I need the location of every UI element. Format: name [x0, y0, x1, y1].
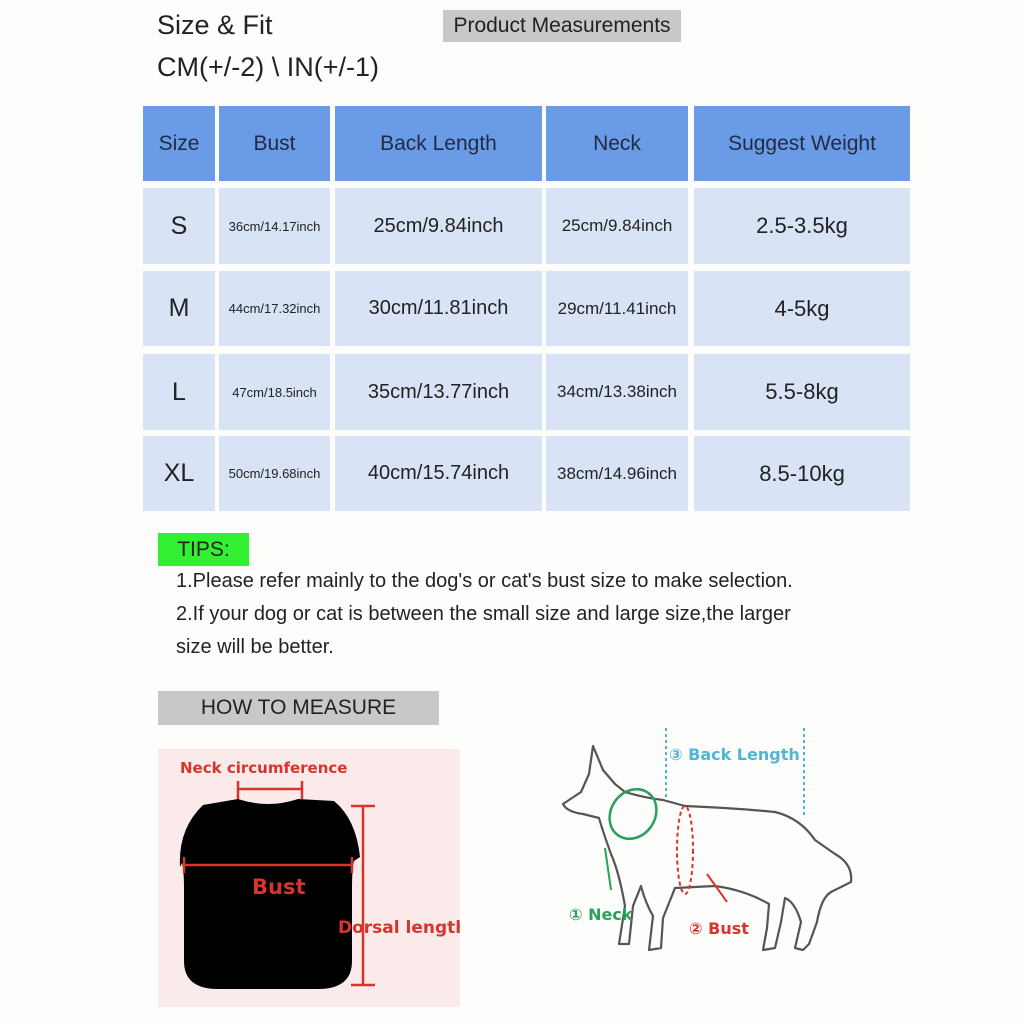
cell-back-length: 40cm/15.74inch [335, 436, 542, 511]
cell-back-length: 25cm/9.84inch [335, 188, 542, 264]
shirt-diagram [158, 749, 460, 1007]
dog-diagram-svg [545, 722, 875, 992]
cell-neck: 29cm/11.41inch [546, 271, 688, 346]
col-header-bust: Bust [219, 106, 330, 181]
cell-bust: 44cm/17.32inch [219, 271, 330, 346]
col-header-weight: Suggest Weight [694, 106, 910, 181]
col-header-back-length: Back Length [335, 106, 542, 181]
tips-label: TIPS: [158, 533, 249, 566]
shirt-bust-label: Bust [252, 875, 306, 899]
tip-line-2-cont: size will be better. [176, 636, 334, 658]
cell-weight: 2.5-3.5kg [694, 188, 910, 264]
cell-size: L [143, 354, 215, 430]
cell-size: M [143, 271, 215, 346]
product-measurements-label: Product Measurements [443, 10, 681, 42]
how-to-measure-label: HOW TO MEASURE [158, 691, 439, 725]
col-header-neck: Neck [546, 106, 688, 181]
cell-bust: 47cm/18.5inch [219, 354, 330, 430]
cell-neck: 38cm/14.96inch [546, 436, 688, 511]
cell-back-length: 35cm/13.77inch [335, 354, 542, 430]
cell-size: S [143, 188, 215, 264]
dog-neck-label: ① Neck [569, 905, 633, 924]
cell-back-length: 30cm/11.81inch [335, 271, 542, 346]
cell-weight: 5.5-8kg [694, 354, 910, 430]
dog-back-length-label: ③ Back Length [669, 745, 800, 764]
cell-neck: 34cm/13.38inch [546, 354, 688, 430]
dog-diagram [545, 722, 875, 992]
cell-bust: 50cm/19.68inch [219, 436, 330, 511]
cell-weight: 4-5kg [694, 271, 910, 346]
cell-bust: 36cm/14.17inch [219, 188, 330, 264]
shirt-diagram-svg [158, 749, 460, 1007]
units-note: CM(+/-2) \ IN(+/-1) [157, 52, 380, 82]
cell-weight: 8.5-10kg [694, 436, 910, 511]
col-header-size: Size [143, 106, 215, 181]
page-title: Size & Fit [157, 10, 273, 40]
shirt-dorsal-label: Dorsal length [338, 918, 460, 938]
dog-bust-label: ② Bust [689, 919, 749, 938]
cell-neck: 25cm/9.84inch [546, 188, 688, 264]
tip-line-1: 1.Please refer mainly to the dog's or cat's bust size to make selection. [176, 570, 793, 592]
tip-line-2: 2.If your dog or cat is between the small size and large size,the larger [176, 603, 791, 625]
shirt-neck-label: Neck circumference [180, 759, 348, 777]
cell-size: XL [143, 436, 215, 511]
